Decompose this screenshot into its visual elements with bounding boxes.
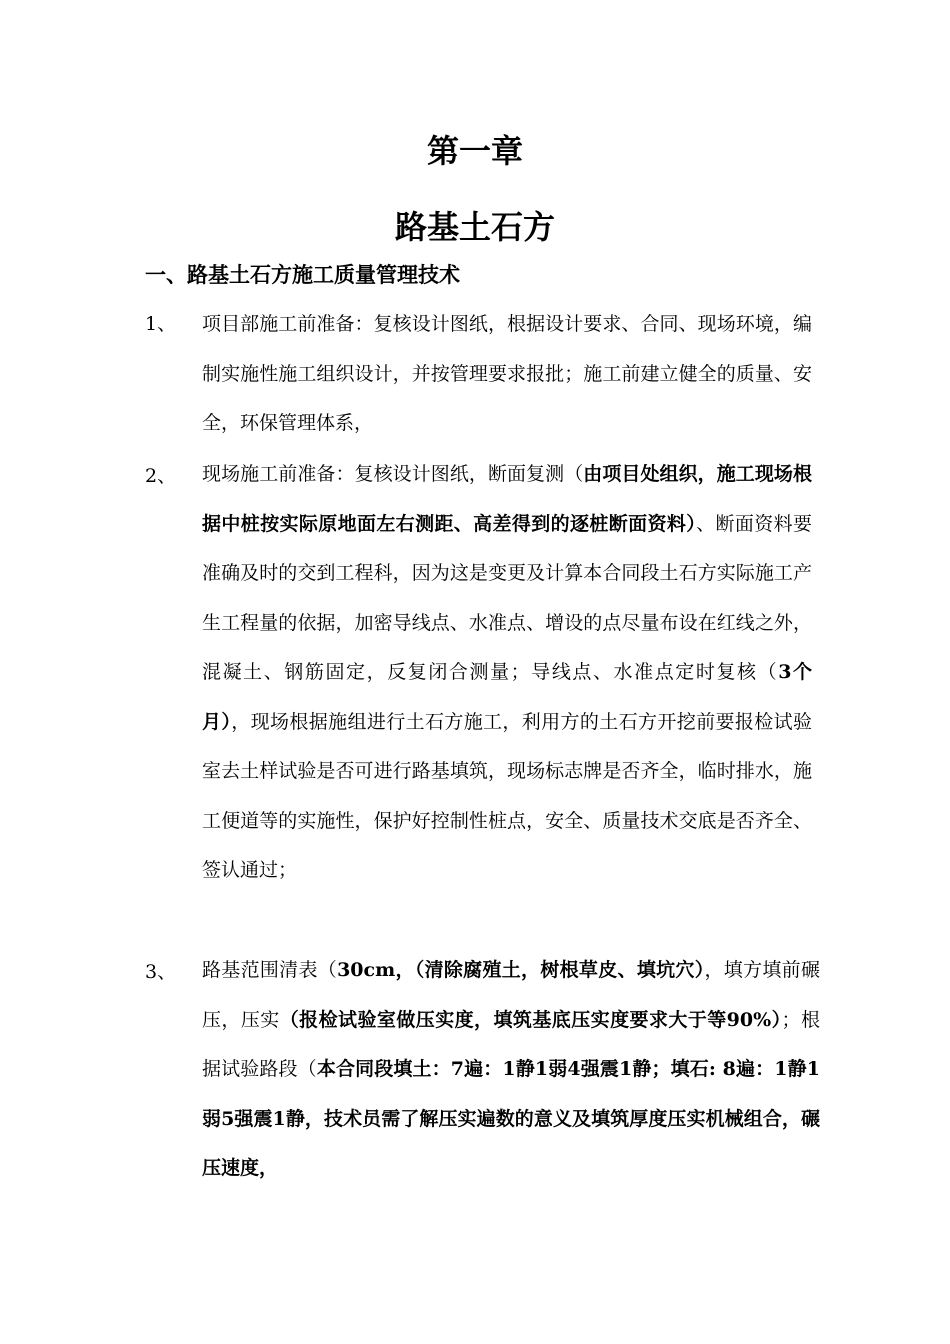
text-segment: ，现场根据施组进行土石方施工，利用方的土石方开挖前要报检试验室去土样试验是否可进行路基填筑，现场标志牌是否齐全，临时排水，施工便道等的实施性，保护好控制性桩点，安全、质量技术交底是否齐全、签认通过； <box>202 710 812 881</box>
text-segment: 项目部施工前准备：复核设计图纸，根据设计要求、合同、现场环境，编制实施性施工组织设计，并按管理要求报批；施工前建立健全的质量、安全，环保管理体系， <box>202 313 812 434</box>
section-heading: 一、路基土石方施工质量管理技术 <box>145 262 460 287</box>
item-text <box>202 450 812 896</box>
text-segment: 现场施工前准备：复核设计图纸，断面复测（ <box>202 463 584 485</box>
bold-text-segment: 本合同段填土：7遍：1静1弱4强震1静；填石: 8遍：1静1弱5强震1静，技术员需了解压实遍数的意义及填筑厚度压实机械组合，碾压速度， <box>202 1058 820 1179</box>
chapter-number: 第一章 <box>426 132 523 170</box>
item-number: 3、 <box>145 961 177 983</box>
item-text <box>202 946 820 1194</box>
text-segment: 、断面资料要准确及时的交到工程科，因为这是变更及计算本合同段土石方实际施工产生工程量的依据，加密导线点、水准点、增设的点尽量布设在红线之外，混凝土、钢筋固定，反复闭合测量；导线点、水准点定时复核（ <box>202 512 812 683</box>
bold-text-segment: （报检试验室做压实度，填筑基底压实度要求大于等90%） <box>279 1008 782 1031</box>
item-number: 2、 <box>145 465 177 487</box>
text-segment: ，填方填前碾压，压实 <box>202 959 820 1031</box>
bold-text-segment: 30cm，（清除腐殖土，树根草皮、填坑穴） <box>337 959 705 981</box>
chapter-title: 路基土石方 <box>394 208 555 246</box>
item-text <box>202 300 812 449</box>
item-number: 1、 <box>145 313 177 335</box>
text-segment: 路基范围清表（ <box>202 959 338 981</box>
text-segment: ；根据试验路段（ <box>202 1008 820 1080</box>
bold-text-segment: 由项目处组织，施工现场根据中桩按实际原地面左右测距、高差得到的逐桩断面资料） <box>202 463 812 535</box>
bold-text-segment: 3个月） <box>202 661 812 733</box>
